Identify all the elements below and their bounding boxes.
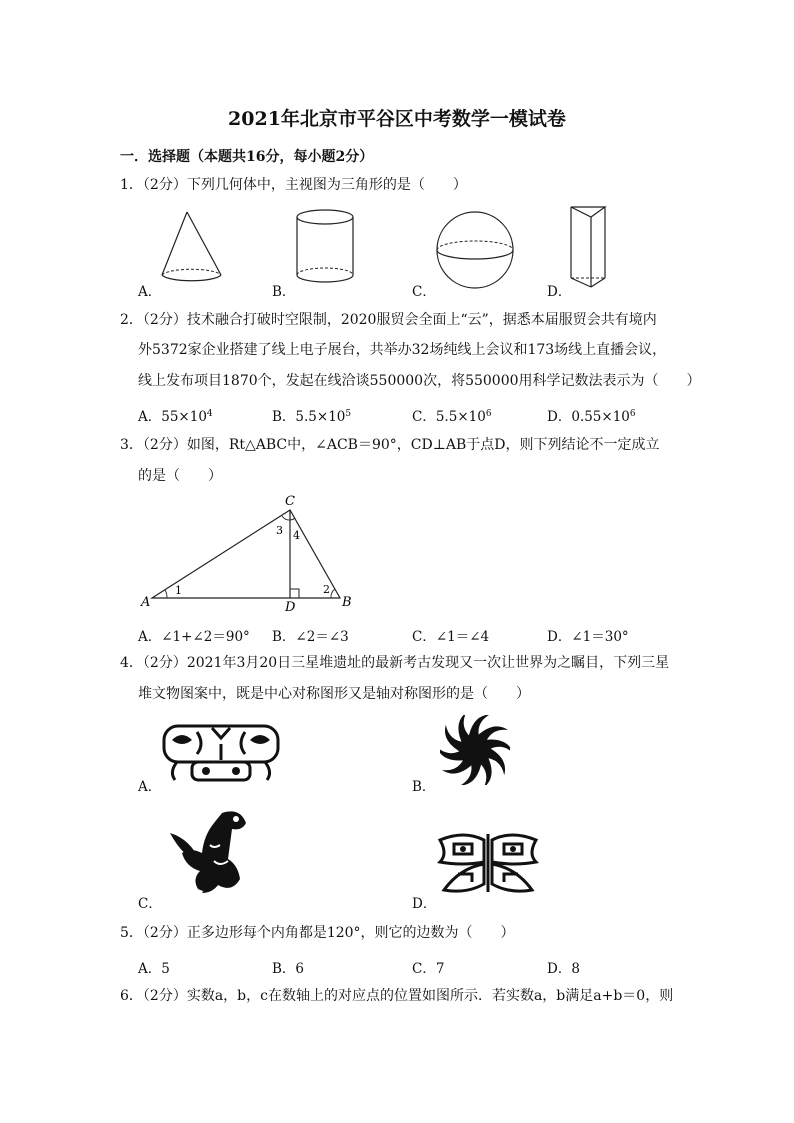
angle-3-label: 3 [276,524,283,537]
q2-option-d: D．$0.55\times 10^6$ [547,409,636,425]
q3-option-b: B．∠2＝∠3 [272,629,349,645]
mask-pattern-image [162,722,280,784]
vertex-c-label: C [285,494,295,509]
question-3-line-2: 的是（ ） [138,468,222,484]
q4-option-a: A． [138,779,162,795]
angle-2-label: 2 [323,583,330,596]
section-heading: 一．选择题（本题共16分，每小题2分） [120,149,374,165]
q3-option-c: C．∠1＝∠4 [412,629,490,645]
q1-option-d: D． [547,284,572,300]
q4-option-d: D． [412,896,437,912]
sphere-figure [430,210,520,290]
q4-option-c: C． [138,896,162,912]
angle-1-label: 1 [175,584,182,597]
angle-1-arc [165,590,167,598]
question-2-line-2: 外5372家企业搭建了线上电子展台，共举办32场纯线上会议和173场线上直播会议， [138,342,667,358]
q3-option-a: A．∠1+∠2＝90° [138,629,250,645]
triangular-prism-figure [565,203,625,293]
q5-option-c: C．7 [412,961,445,977]
vertex-b-label: B [342,595,352,610]
question-2-line-3: 线上发布项目1870个，发起在线洽谈550000次，将550000用科学记数法表示为（ ） [138,373,701,389]
right-triangle-figure [135,492,360,617]
q1-option-b: B． [272,284,296,300]
q1-option-c: C． [412,284,436,300]
right-angle-mark [290,589,299,598]
page-title: 2021年北京市平谷区中考数学一模试卷 [228,108,566,130]
angle-4-arc [290,518,295,520]
question-2-line-1: 2．（2分）技术融合打破时空限制，2020服贸会全面上“云”，据悉本届服贸会共有境内 [120,312,657,328]
question-6-stem: 6．（2分）实数a，b，c在数轴上的对应点的位置如图所示．若实数a，b满足a+b＝0，则 [120,988,674,1004]
question-1-stem: 1．（2分）下列几何体中，主视图为三角形的是（ ） [120,177,467,193]
q2-option-a: A．$55\times 10^4$ [138,409,213,425]
q2-option-b: B．$5.5\times 10^5$ [272,409,352,425]
vertex-d-label: D [285,600,296,615]
angle-3-arc [282,516,290,520]
swirl-sun-pattern-image [440,715,510,785]
angle-2-arc [331,589,335,598]
question-3-line-1: 3．（2分）如图，Rt△ABC中，∠ACB＝90°，CD⊥AB于点D，则下列结论不一定成立 [120,437,660,453]
question-5-stem: 5．（2分）正多边形每个内角都是120°，则它的边数为（ ） [120,925,515,941]
question-4-line-2: 堆文物图案中，既是中心对称图形又是轴对称图形的是（ ） [138,686,530,702]
q5-option-b: B．6 [272,961,305,977]
q5-option-d: D．8 [547,961,580,977]
cylinder-figure [285,205,365,290]
angle-4-label: 4 [293,529,300,542]
butterfly-pattern-image [436,830,540,896]
q3-option-d: D．∠1＝30° [547,629,629,645]
bird-pattern-image [162,805,254,897]
vertex-a-label: A [141,595,151,610]
question-4-line-1: 4．（2分）2021年3月20日三星堆遗址的最新考古发现又一次让世界为之瞩目，下列三星 [120,655,670,671]
q1-option-a: A． [138,284,162,300]
q2-option-c: C．$5.5\times 10^6$ [412,409,492,425]
q5-option-a: A．5 [138,961,170,977]
q4-option-b: B． [412,779,436,795]
cone-figure [150,200,240,290]
